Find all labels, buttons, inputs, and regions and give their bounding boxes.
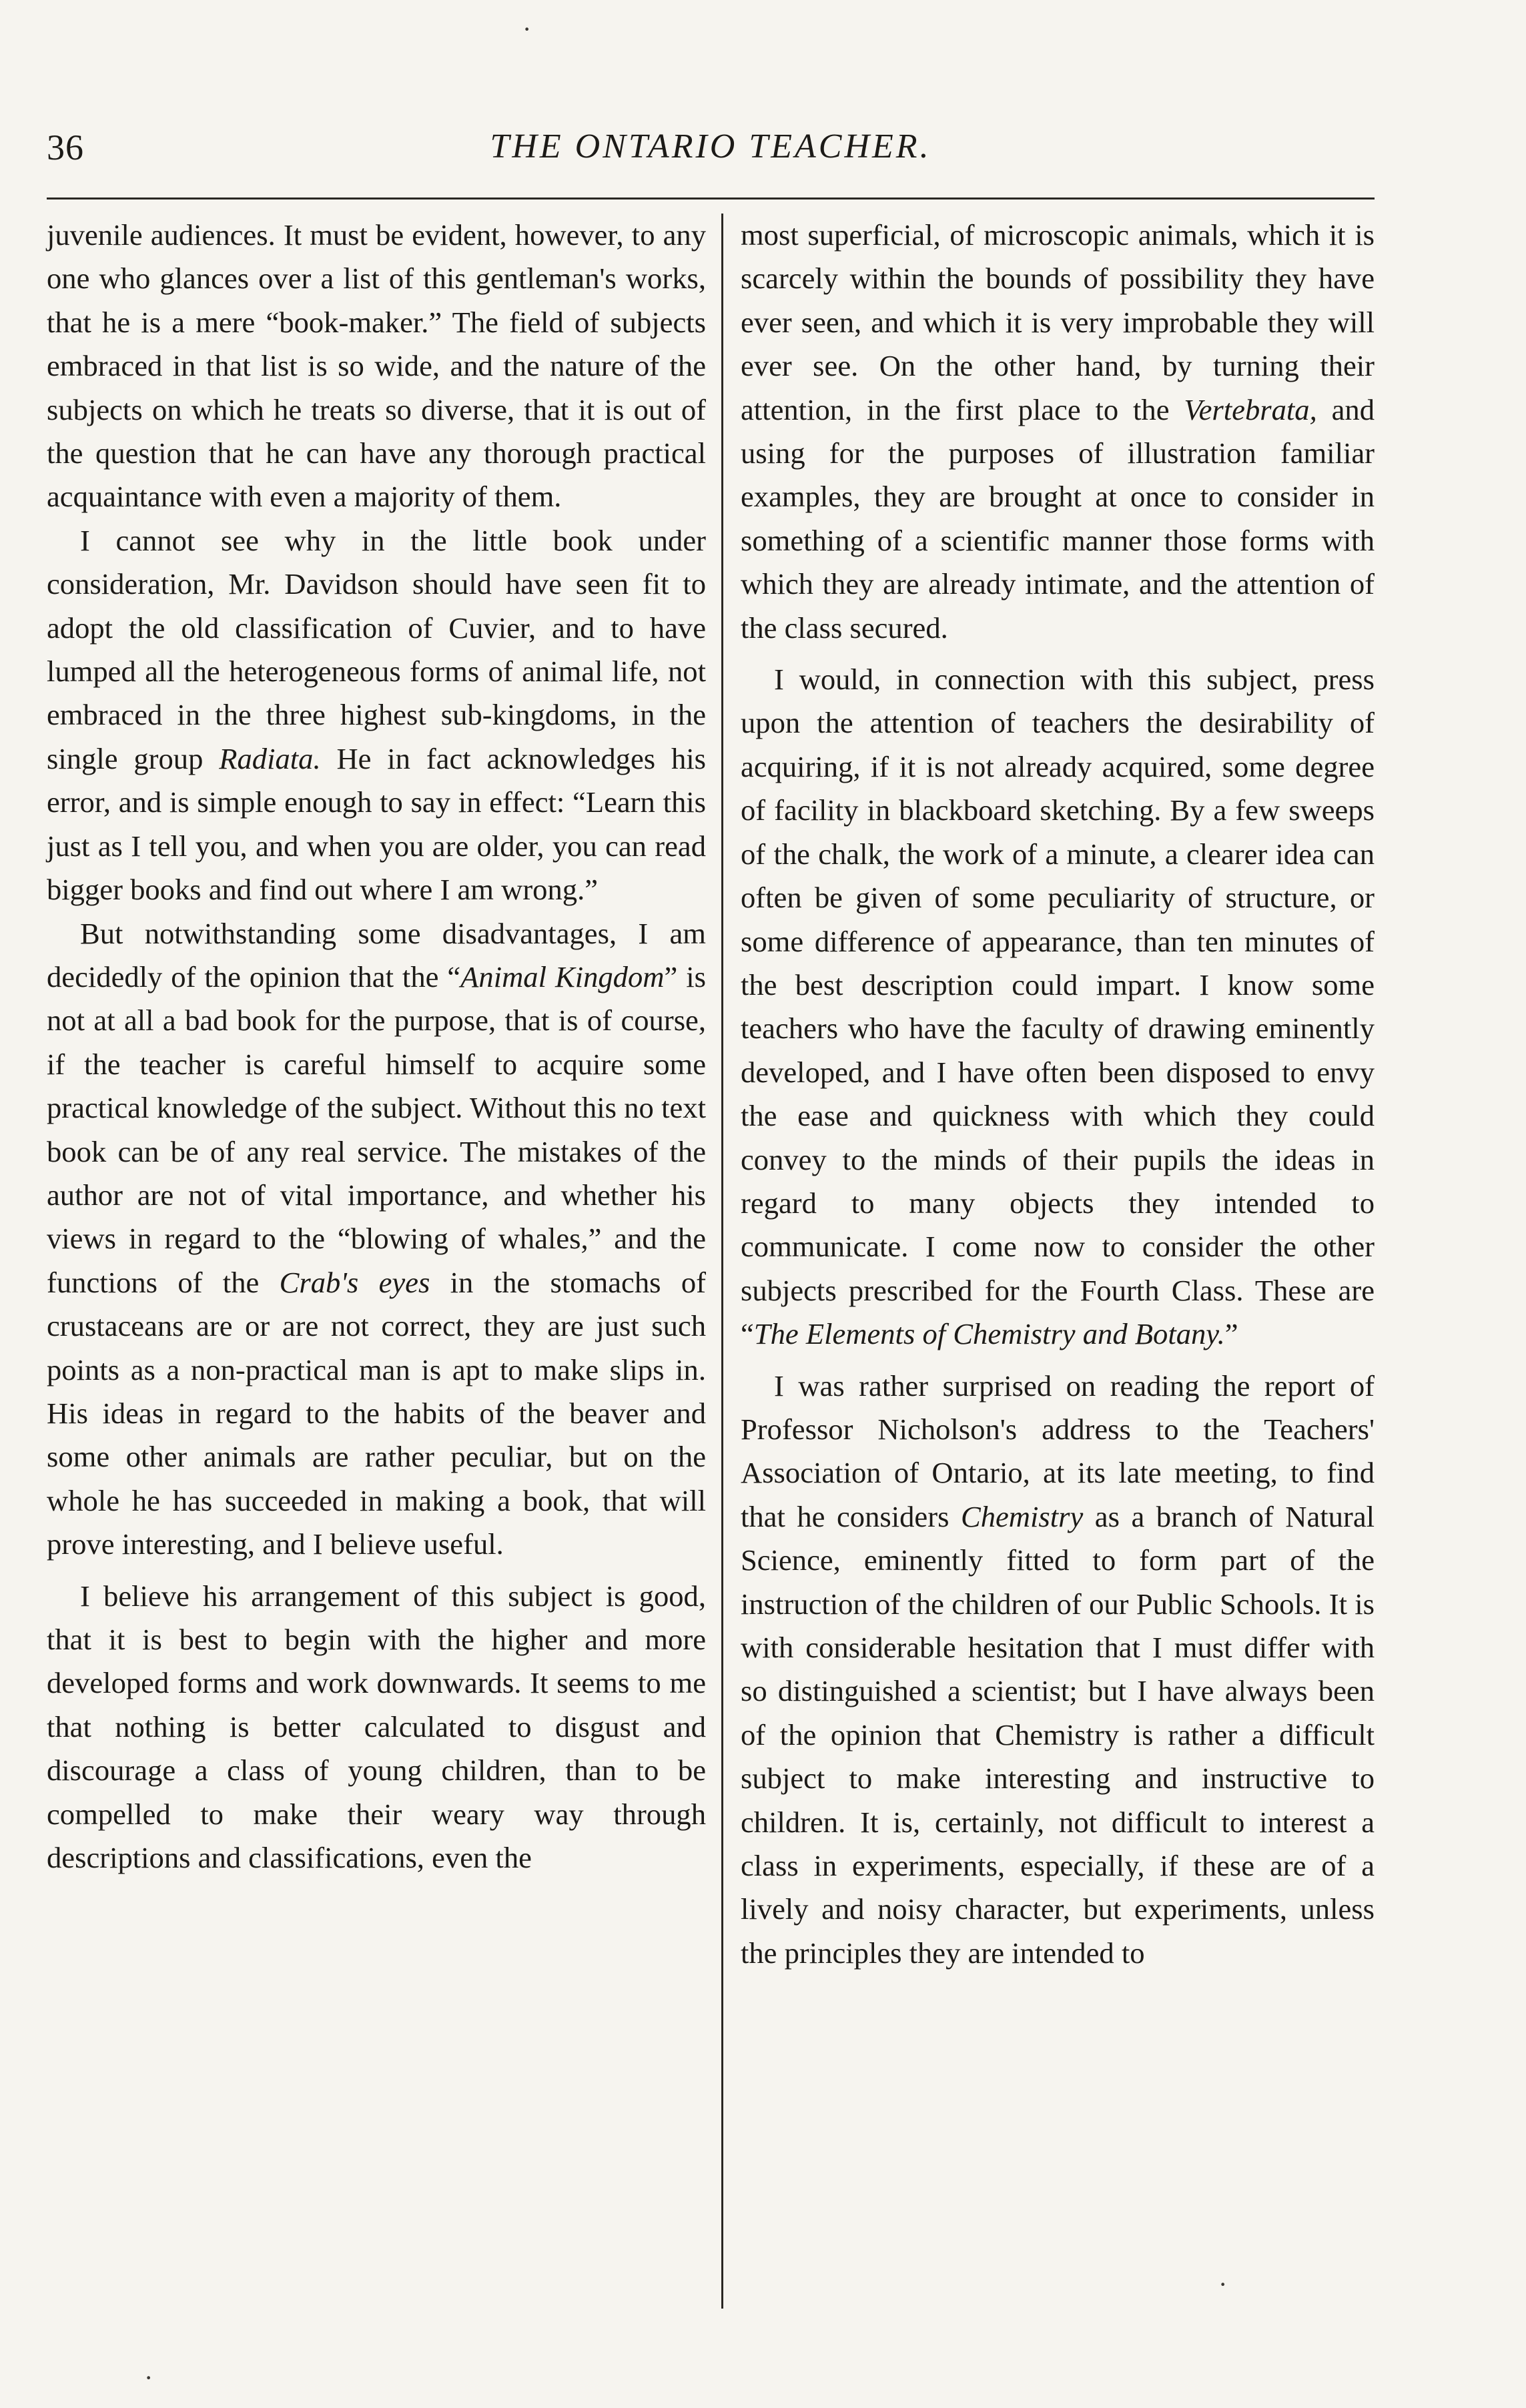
left-paragraph-4: I believe his arrangement of this subject is good, that it is best to begin with the higher and more developed forms and work downwards. It seems to me that nothing is better calculated to disgust and discourage a class of young children, than to be compelled to make their weary way through descriptions and classifications, even the bbox=[47, 1579, 706, 1875]
right-paragraph-2: I would, in connection with this subject, press upon the attention of teachers the desirability of acquiring, if it is not already acquired, some degree of facility in blackboard sketching. By a few sweeps of the chalk, the work of a minute, a clearer idea can often be given of some peculiarity of structure, or some difference of appearance, than ten minutes of the best description could impart. I know some teachers who have the faculty of drawing eminently developed, and I have often been disposed to envy the ease and quickness with which they could convey to the minds of their pupils the ideas in regard to many objects they intended to communicate. I come now to consider the other subjects prescribed for the Fourth Class. These are “The Elements of Chemistry and Botany.” bbox=[741, 663, 1375, 1351]
header-rule bbox=[47, 197, 1375, 199]
left-paragraph-1: juvenile audiences. It must be evident, however, to any one who glances over a list of this gentleman's works, that he is a mere “book-maker.” The field of subjects embraced in that list is so wide, and the nature of the subjects on which he treats so diverse, that it is out of the question that he can have any thorough practical acquaintance with even a majority of them. bbox=[47, 218, 706, 514]
left-paragraph-2: I cannot see why in the little book under consideration, Mr. Davidson should have seen fit to adopt the old classification of Cuvier, and to have lumped all the heterogeneous forms of animal life, not embraced in the three highest sub-kingdoms, in the single group Radiata. He in fact acknowledges his error, and is simple enough to say in effect: “Learn this just as I tell you, and when you are older, you can read bigger books and find out where I am wrong.” bbox=[47, 523, 706, 907]
page-number: 36 bbox=[47, 127, 84, 167]
speck-mark: · bbox=[522, 14, 532, 44]
speck-mark: · bbox=[144, 2363, 153, 2393]
column-divider bbox=[721, 214, 723, 2309]
left-column bbox=[47, 214, 706, 1880]
left-paragraph-3: But notwithstanding some disadvantages, I am decidedly of the opinion that the “Animal Kingdom” is not at all a bad book for the purpose, that is of course, if the teacher is careful himself to acquire some practical knowledge of the subject. Without this no text book can be of any real service. The mistakes of the author are not of vital importance, and whether his views in regard to the “blowing of whales,” and the functions of the Crab's eyes in the stomachs of crustaceans are or are not correct, they are just such points as a non-practical man is apt to make slips in. His ideas in regard to the habits of the beaver and some other animals are rather peculiar, but on the whole he has succeeded in making a book, that will prove interesting, and I believe useful. bbox=[47, 916, 706, 1561]
speck-mark: · bbox=[1218, 2269, 1228, 2299]
right-paragraph-1: most superficial, of microscopic animals, which it is scarcely within the bounds of possibility they have ever seen, and which it is very improbable they will ever see. On the other hand, by turning their attention, in the first place to the Vertebrata, and using for the purposes of illustration familiar examples, they are brought at once to consider in something of a scientific manner those forms with which they are already intimate, and the attention of the class secured. bbox=[741, 218, 1375, 645]
running-title: THE ONTARIO TEACHER. bbox=[490, 127, 931, 165]
right-column bbox=[741, 214, 1375, 1975]
page-header bbox=[47, 127, 1375, 180]
right-paragraph-3: I was rather surprised on reading the report of Professor Nicholson's address to the Teachers' Association of Ontario, at its late meeting, to find that he considers Chemistry as a branch of Natural Science, eminently fitted to form part of the instruction of the children of our Public Schools. It is with considerable hesitation that I must differ with so distinguished a scientist; but I have always been of the opinion that Chemistry is rather a difficult subject to make interesting and instructive to children. It is, certainly, not difficult to interest a class in experiments, especially, if these are of a lively and noisy character, but experiments, unless the principles they are intended to bbox=[741, 1368, 1375, 1970]
